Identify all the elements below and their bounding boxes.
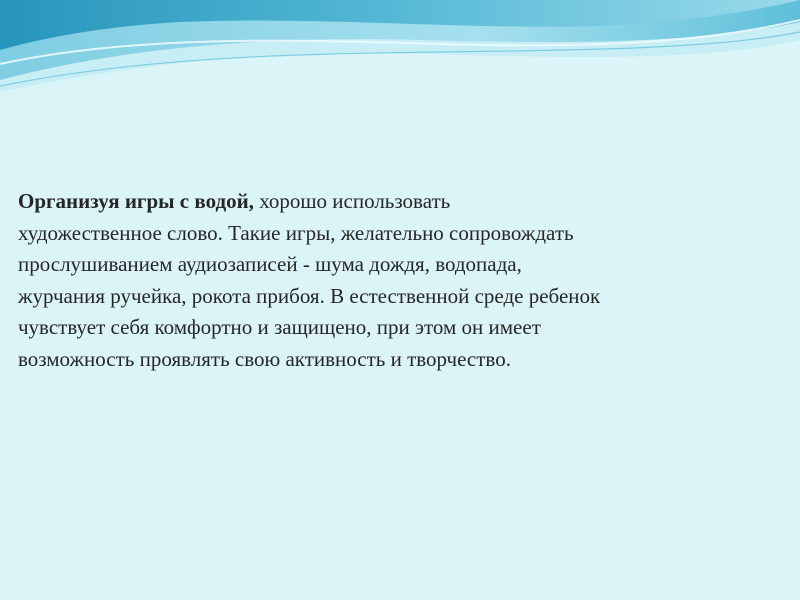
wave-header-decoration <box>0 0 800 100</box>
paragraph-line-1 <box>18 186 793 218</box>
body-paragraph <box>18 186 793 375</box>
paragraph-line-2: художественное слово. Такие игры, желательно сопровождать <box>18 220 574 245</box>
paragraph-line-3: прослушиванием аудиозаписей - шума дождя, водопада, <box>18 252 522 276</box>
paragraph-line-6: возможность проявлять свою активность и творчество. <box>18 346 511 371</box>
paragraph-line-1-rest: хорошо использовать <box>253 189 451 213</box>
paragraph-line-4: журчания ручейка, рокота прибоя. В естественной среде ребенок <box>18 283 601 308</box>
paragraph-lead-bold: Организуя игры с водой, <box>18 189 254 213</box>
paragraph-line-5: чувствует себя комфортно и защищено, при этом он имеет <box>18 315 541 339</box>
